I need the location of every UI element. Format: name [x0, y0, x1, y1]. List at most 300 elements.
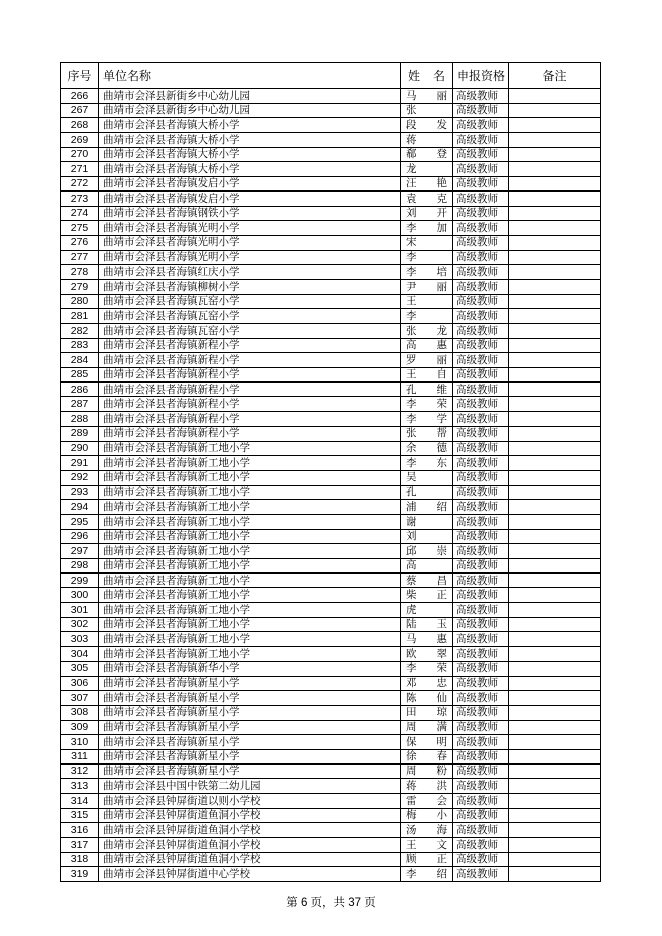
- cell-given: 东: [436, 456, 447, 469]
- cell-qualification: 高级教师: [453, 588, 509, 603]
- cell-given: 培: [436, 265, 447, 278]
- cell-serial: 284: [61, 353, 99, 368]
- cell-qualification: 高级教师: [453, 324, 509, 339]
- cell-note: [509, 250, 601, 265]
- table-row: [61, 221, 601, 236]
- cell-surname: 吴: [406, 471, 417, 484]
- cell-note: [509, 823, 601, 838]
- table-row: [61, 103, 601, 118]
- cell-qualification: 高级教师: [453, 838, 509, 853]
- cell-given: 龙: [436, 324, 447, 337]
- cell-unit: 曲靖市会泽县者海镇瓦窑小学: [99, 324, 401, 339]
- cell-name: [401, 705, 453, 720]
- cell-unit: 曲靖市会泽县者海镇新工地小学: [99, 588, 401, 603]
- col-header-unit: 单位名称: [99, 63, 401, 89]
- cell-note: [509, 485, 601, 500]
- cell-serial: 308: [61, 705, 99, 720]
- cell-surname: 周: [406, 721, 417, 734]
- cell-given: 荣: [436, 662, 447, 675]
- cell-serial: 280: [61, 294, 99, 309]
- table-row: [61, 705, 601, 720]
- cell-name: [401, 676, 453, 691]
- qualification-roster-table: [60, 62, 601, 882]
- cell-unit: 曲靖市会泽县新街乡中心幼儿园: [99, 89, 401, 104]
- cell-surname: 李: [406, 456, 417, 469]
- cell-name: [401, 368, 453, 383]
- cell-serial: 304: [61, 647, 99, 662]
- cell-given: 克: [436, 192, 447, 205]
- table-row: [61, 89, 601, 104]
- col-header-qualification: 申报资格: [453, 63, 509, 89]
- cell-name: [401, 133, 453, 148]
- cell-surname: 虎: [406, 603, 417, 616]
- table-body: [61, 89, 601, 882]
- col-header-serial: 序号: [61, 63, 99, 89]
- cell-serial: 305: [61, 661, 99, 676]
- cell-name: [401, 691, 453, 706]
- cell-note: [509, 382, 601, 397]
- cell-unit: 曲靖市会泽县者海镇红庆小学: [99, 265, 401, 280]
- cell-unit: 曲靖市会泽县者海镇新工地小学: [99, 647, 401, 662]
- cell-surname: 蔡: [406, 574, 417, 587]
- cell-unit: 曲靖市会泽县钟屏街道中心学校: [99, 867, 401, 882]
- cell-given: 洪: [436, 779, 447, 792]
- cell-surname: 马: [406, 633, 417, 646]
- cell-note: [509, 529, 601, 544]
- cell-name: [401, 808, 453, 823]
- cell-name: [401, 500, 453, 515]
- table-row: [61, 749, 601, 764]
- cell-given: 绍: [436, 868, 447, 881]
- cell-surname: 汤: [406, 823, 417, 836]
- cell-serial: 273: [61, 191, 99, 206]
- table-row: [61, 661, 601, 676]
- cell-given: 正: [436, 853, 447, 866]
- cell-given: 维: [436, 383, 447, 396]
- page-footer: 第 6 页，共 37 页: [286, 897, 376, 909]
- cell-note: [509, 338, 601, 353]
- cell-surname: 陆: [406, 618, 417, 631]
- cell-serial: 309: [61, 720, 99, 735]
- cell-serial: 312: [61, 764, 99, 779]
- cell-note: [509, 294, 601, 309]
- cell-serial: 314: [61, 794, 99, 809]
- cell-name: [401, 456, 453, 471]
- cell-surname: 李: [406, 662, 417, 675]
- cell-given: 帮: [436, 427, 447, 440]
- cell-name: [401, 235, 453, 250]
- cell-surname: 梅: [406, 809, 417, 822]
- cell-qualification: 高级教师: [453, 529, 509, 544]
- cell-note: [509, 221, 601, 236]
- cell-qualification: 高级教师: [453, 368, 509, 383]
- cell-name: [401, 779, 453, 794]
- cell-surname: 李: [406, 221, 417, 234]
- cell-qualification: 高级教师: [453, 867, 509, 882]
- cell-surname: 余: [406, 442, 417, 455]
- cell-note: [509, 235, 601, 250]
- cell-name: [401, 103, 453, 118]
- cell-surname: 浦: [406, 500, 417, 513]
- cell-unit: 曲靖市会泽县者海镇大桥小学: [99, 147, 401, 162]
- cell-given: 正: [436, 588, 447, 601]
- cell-unit: 曲靖市会泽县者海镇新星小学: [99, 749, 401, 764]
- cell-given: 艳: [436, 177, 447, 190]
- cell-serial: 306: [61, 676, 99, 691]
- cell-note: [509, 794, 601, 809]
- cell-unit: 曲靖市会泽县者海镇新工地小学: [99, 470, 401, 485]
- table-row: [61, 559, 601, 574]
- cell-surname: 李: [406, 309, 417, 322]
- table-row: [61, 647, 601, 662]
- cell-name: [401, 823, 453, 838]
- cell-serial: 300: [61, 588, 99, 603]
- cell-unit: 曲靖市会泽县者海镇新工地小学: [99, 529, 401, 544]
- cell-qualification: 高级教师: [453, 559, 509, 574]
- cell-serial: 269: [61, 133, 99, 148]
- cell-serial: 303: [61, 632, 99, 647]
- cell-surname: 李: [406, 251, 417, 264]
- cell-unit: 曲靖市会泽县者海镇光明小学: [99, 235, 401, 250]
- table-row: [61, 118, 601, 133]
- cell-given: 加: [436, 221, 447, 234]
- cell-serial: 301: [61, 603, 99, 618]
- col-header-name: [401, 63, 453, 89]
- cell-note: [509, 397, 601, 412]
- cell-unit: 曲靖市会泽县者海镇新工地小学: [99, 441, 401, 456]
- cell-note: [509, 852, 601, 867]
- cell-note: [509, 838, 601, 853]
- cell-qualification: 高级教师: [453, 544, 509, 559]
- cell-name: [401, 89, 453, 104]
- cell-qualification: 高级教师: [453, 823, 509, 838]
- table-row: [61, 764, 601, 779]
- cell-qualification: 高级教师: [453, 617, 509, 632]
- cell-name: [401, 309, 453, 324]
- cell-qualification: 高级教师: [453, 661, 509, 676]
- cell-name: [401, 617, 453, 632]
- cell-note: [509, 647, 601, 662]
- cell-unit: 曲靖市会泽县者海镇新程小学: [99, 412, 401, 427]
- table-row: [61, 279, 601, 294]
- cell-given: 明: [436, 735, 447, 748]
- table-row: [61, 500, 601, 515]
- cell-serial: 277: [61, 250, 99, 265]
- cell-serial: 286: [61, 382, 99, 397]
- table-row: [61, 529, 601, 544]
- table-row: [61, 720, 601, 735]
- cell-name: [401, 441, 453, 456]
- cell-unit: 曲靖市会泽县者海镇新星小学: [99, 691, 401, 706]
- cell-unit: 曲靖市会泽县者海镇新工地小学: [99, 544, 401, 559]
- table-row: [61, 147, 601, 162]
- cell-unit: 曲靖市会泽县者海镇发启小学: [99, 177, 401, 192]
- cell-surname: 李: [406, 412, 417, 425]
- table-row: [61, 676, 601, 691]
- cell-qualification: 高级教师: [453, 147, 509, 162]
- cell-note: [509, 191, 601, 206]
- cell-note: [509, 603, 601, 618]
- cell-given: 学: [436, 412, 447, 425]
- cell-given: 自: [436, 368, 447, 381]
- cell-surname: 罗: [406, 353, 417, 366]
- cell-name: [401, 279, 453, 294]
- cell-note: [509, 514, 601, 529]
- cell-name: [401, 338, 453, 353]
- cell-surname: 袁: [406, 192, 417, 205]
- cell-serial: 299: [61, 573, 99, 588]
- cell-note: [509, 764, 601, 779]
- cell-unit: 曲靖市会泽县者海镇新星小学: [99, 705, 401, 720]
- cell-note: [509, 588, 601, 603]
- cell-qualification: 高级教师: [453, 162, 509, 177]
- cell-note: [509, 661, 601, 676]
- cell-unit: 曲靖市会泽县者海镇光明小学: [99, 250, 401, 265]
- cell-surname: 汪: [406, 177, 417, 190]
- cell-qualification: 高级教师: [453, 426, 509, 441]
- cell-given: 崇: [436, 544, 447, 557]
- cell-serial: 279: [61, 279, 99, 294]
- cell-name: [401, 162, 453, 177]
- cell-note: [509, 118, 601, 133]
- cell-qualification: 高级教师: [453, 397, 509, 412]
- header-row: [61, 63, 601, 89]
- cell-qualification: 高级教师: [453, 294, 509, 309]
- cell-qualification: 高级教师: [453, 250, 509, 265]
- cell-unit: 曲靖市会泽县中国中铁第二幼儿园: [99, 779, 401, 794]
- col-header-given: 名: [432, 69, 445, 83]
- cell-qualification: 高级教师: [453, 235, 509, 250]
- cell-surname: 张: [406, 427, 417, 440]
- cell-surname: 陈: [406, 691, 417, 704]
- table-row: [61, 838, 601, 853]
- cell-name: [401, 529, 453, 544]
- cell-serial: 272: [61, 177, 99, 192]
- cell-note: [509, 617, 601, 632]
- cell-unit: 曲靖市会泽县钟屏街道鱼洞小学校: [99, 808, 401, 823]
- cell-surname: 李: [406, 265, 417, 278]
- cell-unit: 曲靖市会泽县者海镇新工地小学: [99, 559, 401, 574]
- cell-unit: 曲靖市会泽县者海镇大桥小学: [99, 133, 401, 148]
- cell-qualification: 高级教师: [453, 412, 509, 427]
- cell-given: 小: [436, 809, 447, 822]
- cell-name: [401, 588, 453, 603]
- cell-serial: 275: [61, 221, 99, 236]
- cell-name: [401, 485, 453, 500]
- table-row: [61, 852, 601, 867]
- cell-unit: 曲靖市会泽县者海镇瓦窑小学: [99, 309, 401, 324]
- table-row: [61, 133, 601, 148]
- cell-name: [401, 764, 453, 779]
- cell-surname: 王: [406, 838, 417, 851]
- cell-qualification: 高级教师: [453, 764, 509, 779]
- table-row: [61, 456, 601, 471]
- cell-surname: 马: [406, 89, 417, 102]
- cell-unit: 曲靖市会泽县者海镇新星小学: [99, 764, 401, 779]
- cell-unit: 曲靖市会泽县者海镇新工地小学: [99, 514, 401, 529]
- cell-surname: 顾: [406, 853, 417, 866]
- cell-qualification: 高级教师: [453, 485, 509, 500]
- table-row: [61, 353, 601, 368]
- cell-note: [509, 412, 601, 427]
- cell-note: [509, 559, 601, 574]
- cell-serial: 316: [61, 823, 99, 838]
- cell-note: [509, 808, 601, 823]
- cell-serial: 287: [61, 397, 99, 412]
- cell-name: [401, 221, 453, 236]
- table-row: [61, 779, 601, 794]
- cell-unit: 曲靖市会泽县者海镇新华小学: [99, 661, 401, 676]
- cell-given: 春: [436, 750, 447, 763]
- cell-name: [401, 720, 453, 735]
- cell-surname: 龙: [406, 163, 417, 176]
- table-row: [61, 250, 601, 265]
- cell-qualification: 高级教师: [453, 338, 509, 353]
- cell-surname: 郗: [406, 148, 417, 161]
- cell-serial: 276: [61, 235, 99, 250]
- cell-surname: 雷: [406, 794, 417, 807]
- cell-note: [509, 147, 601, 162]
- cell-serial: 294: [61, 500, 99, 515]
- table-row: [61, 191, 601, 206]
- cell-serial: 282: [61, 324, 99, 339]
- cell-qualification: 高级教师: [453, 749, 509, 764]
- cell-name: [401, 470, 453, 485]
- cell-serial: 317: [61, 838, 99, 853]
- cell-name: [401, 118, 453, 133]
- table-row: [61, 867, 601, 882]
- cell-qualification: 高级教师: [453, 206, 509, 221]
- cell-name: [401, 426, 453, 441]
- cell-given: 仙: [436, 691, 447, 704]
- cell-serial: 266: [61, 89, 99, 104]
- cell-qualification: 高级教师: [453, 382, 509, 397]
- cell-serial: 310: [61, 735, 99, 750]
- cell-serial: 315: [61, 808, 99, 823]
- cell-serial: 292: [61, 470, 99, 485]
- cell-serial: 291: [61, 456, 99, 471]
- cell-qualification: 高级教师: [453, 103, 509, 118]
- cell-name: [401, 191, 453, 206]
- cell-unit: 曲靖市会泽县者海镇新程小学: [99, 368, 401, 383]
- cell-given: 开: [436, 207, 447, 220]
- cell-note: [509, 368, 601, 383]
- cell-note: [509, 456, 601, 471]
- cell-note: [509, 779, 601, 794]
- cell-note: [509, 735, 601, 750]
- cell-unit: 曲靖市会泽县者海镇新程小学: [99, 382, 401, 397]
- cell-note: [509, 441, 601, 456]
- table-header: [61, 63, 601, 89]
- cell-qualification: 高级教师: [453, 470, 509, 485]
- cell-surname: 王: [406, 368, 417, 381]
- cell-given: 荣: [436, 398, 447, 411]
- cell-surname: 周: [406, 765, 417, 778]
- cell-qualification: 高级教师: [453, 735, 509, 750]
- cell-name: [401, 603, 453, 618]
- table-row: [61, 412, 601, 427]
- cell-given: 丽: [436, 89, 447, 102]
- cell-qualification: 高级教师: [453, 177, 509, 192]
- cell-surname: 邓: [406, 677, 417, 690]
- cell-unit: 曲靖市会泽县者海镇新工地小学: [99, 573, 401, 588]
- cell-given: 文: [436, 838, 447, 851]
- cell-note: [509, 632, 601, 647]
- cell-note: [509, 353, 601, 368]
- cell-unit: 曲靖市会泽县者海镇新程小学: [99, 397, 401, 412]
- cell-serial: 313: [61, 779, 99, 794]
- cell-surname: 尹: [406, 280, 417, 293]
- table-row: [61, 573, 601, 588]
- cell-name: [401, 206, 453, 221]
- cell-unit: 曲靖市会泽县钟屏街道鱼洞小学校: [99, 852, 401, 867]
- cell-serial: 267: [61, 103, 99, 118]
- cell-qualification: 高级教师: [453, 89, 509, 104]
- cell-surname: 王: [406, 295, 417, 308]
- cell-name: [401, 412, 453, 427]
- table-row: [61, 823, 601, 838]
- cell-note: [509, 162, 601, 177]
- cell-serial: 293: [61, 485, 99, 500]
- cell-qualification: 高级教师: [453, 603, 509, 618]
- cell-qualification: 高级教师: [453, 309, 509, 324]
- cell-surname: 刘: [406, 207, 417, 220]
- cell-note: [509, 470, 601, 485]
- cell-surname: 刘: [406, 530, 417, 543]
- cell-given: 登: [436, 148, 447, 161]
- cell-note: [509, 265, 601, 280]
- cell-unit: 曲靖市会泽县者海镇大桥小学: [99, 162, 401, 177]
- cell-note: [509, 544, 601, 559]
- cell-serial: 302: [61, 617, 99, 632]
- table-row: [61, 206, 601, 221]
- cell-unit: 曲靖市会泽县钟屏街道鱼洞小学校: [99, 838, 401, 853]
- cell-name: [401, 838, 453, 853]
- cell-unit: 曲靖市会泽县者海镇新程小学: [99, 338, 401, 353]
- cell-qualification: 高级教师: [453, 720, 509, 735]
- cell-surname: 高: [406, 339, 417, 352]
- cell-given: 绍: [436, 500, 447, 513]
- cell-unit: 曲靖市会泽县者海镇新程小学: [99, 353, 401, 368]
- cell-serial: 298: [61, 559, 99, 574]
- cell-unit: 曲靖市会泽县者海镇新星小学: [99, 720, 401, 735]
- cell-note: [509, 867, 601, 882]
- cell-surname: 保: [406, 735, 417, 748]
- cell-surname: 张: [406, 104, 417, 117]
- cell-given: 惠: [436, 339, 447, 352]
- cell-note: [509, 324, 601, 339]
- cell-surname: 高: [406, 559, 417, 572]
- cell-name: [401, 749, 453, 764]
- cell-serial: 319: [61, 867, 99, 882]
- table-row: [61, 617, 601, 632]
- cell-name: [401, 544, 453, 559]
- table-row: [61, 162, 601, 177]
- cell-qualification: 高级教师: [453, 705, 509, 720]
- cell-name: [401, 735, 453, 750]
- table-row: [61, 544, 601, 559]
- cell-name: [401, 147, 453, 162]
- cell-qualification: 高级教师: [453, 265, 509, 280]
- cell-name: [401, 794, 453, 809]
- cell-surname: 蒋: [406, 779, 417, 792]
- table-row: [61, 485, 601, 500]
- cell-surname: 张: [406, 324, 417, 337]
- cell-qualification: 高级教师: [453, 514, 509, 529]
- cell-name: [401, 661, 453, 676]
- cell-note: [509, 426, 601, 441]
- cell-serial: 274: [61, 206, 99, 221]
